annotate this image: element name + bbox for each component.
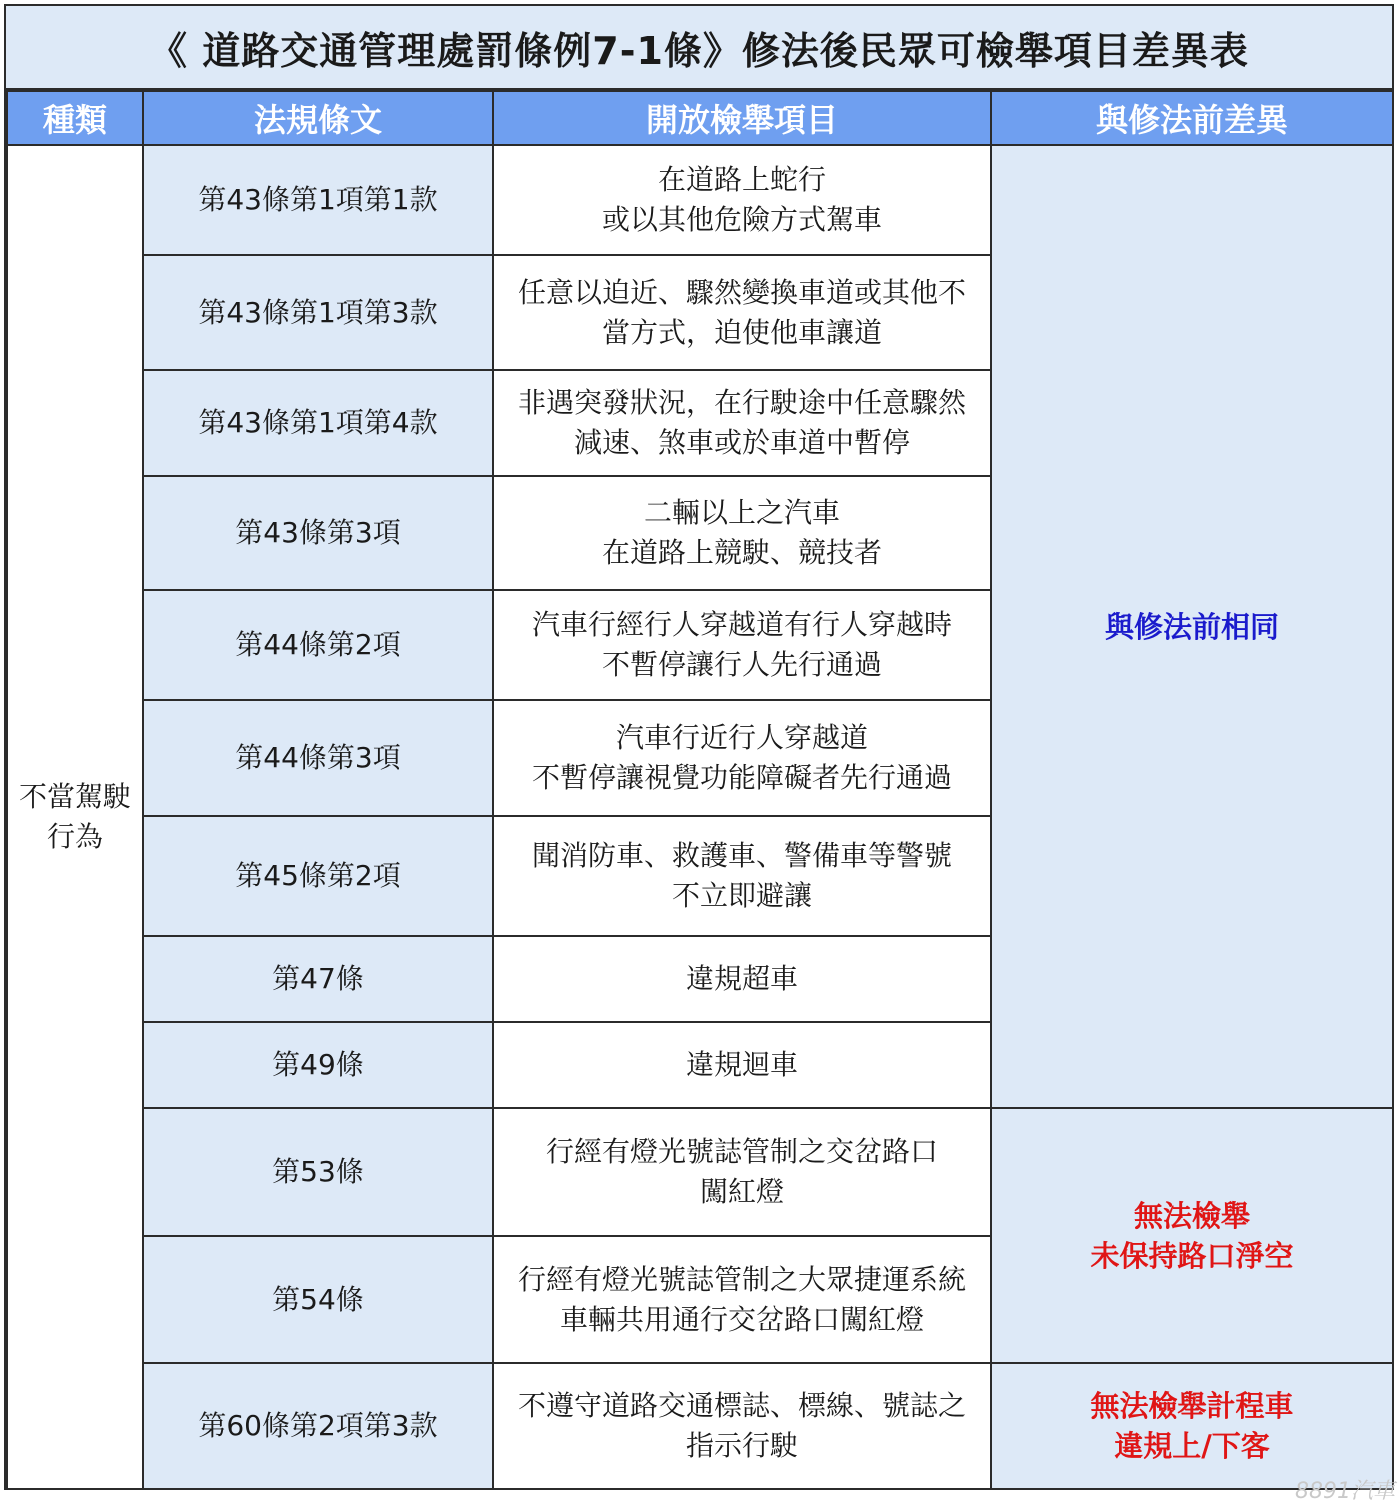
difference-cell-same: 與修法前相同: [991, 145, 1393, 1108]
law-cell: 第44條第3項: [143, 700, 493, 816]
header-row: [7, 91, 1393, 145]
law-cell: 第54條: [143, 1236, 493, 1363]
header-reportable-item: 開放檢舉項目: [493, 91, 991, 145]
table-row: [7, 1363, 1393, 1489]
item-cell: 行經有燈光號誌管制之大眾捷運系統 車輛共用通行交岔路口闖紅燈: [493, 1236, 991, 1363]
item-cell: 二輛以上之汽車 在道路上競駛、競技者: [493, 476, 991, 590]
difference-cell-intersection: 無法檢舉 未保持路口淨空: [991, 1108, 1393, 1363]
law-cell: 第45條第2項: [143, 816, 493, 936]
table-row: [7, 145, 1393, 255]
law-cell: 第44條第2項: [143, 590, 493, 700]
header-difference: 與修法前差異: [991, 91, 1393, 145]
header-category: 種類: [7, 91, 143, 145]
law-cell: 第43條第1項第1款: [143, 145, 493, 255]
item-cell: 任意以迫近、驟然變換車道或其他不 當方式，迫使他車讓道: [493, 255, 991, 370]
law-cell: 第43條第3項: [143, 476, 493, 590]
item-cell: 違規迴車: [493, 1022, 991, 1108]
item-cell: 行經有燈光號誌管制之交岔路口 闖紅燈: [493, 1108, 991, 1236]
item-cell: 汽車行近行人穿越道 不暫停讓視覺功能障礙者先行通過: [493, 700, 991, 816]
item-cell: 非遇突發狀況，在行駛途中任意驟然 減速、煞車或於車道中暫停: [493, 370, 991, 476]
law-cell: 第60條第2項第3款: [143, 1363, 493, 1489]
difference-cell-taxi: 無法檢舉計程車 違規上/下客: [991, 1363, 1393, 1489]
header-law-article: 法規條文: [143, 91, 493, 145]
law-cell: 第43條第1項第3款: [143, 255, 493, 370]
category-cell: 不當駕駛 行為: [7, 145, 143, 1489]
page-title: 《 道路交通管理處罰條例7-1條》修法後民眾可檢舉項目差異表: [6, 6, 1392, 90]
item-cell: 汽車行經行人穿越道有行人穿越時 不暫停讓行人先行通過: [493, 590, 991, 700]
item-cell: 聞消防車、救護車、警備車等警號 不立即避讓: [493, 816, 991, 936]
law-cell: 第43條第1項第4款: [143, 370, 493, 476]
item-cell: 不遵守道路交通標誌、標線、號誌之 指示行駛: [493, 1363, 991, 1489]
law-cell: 第49條: [143, 1022, 493, 1108]
watermark: 8891汽車: [1295, 1479, 1395, 1504]
law-cell: 第47條: [143, 936, 493, 1022]
comparison-table: [6, 90, 1394, 1490]
law-cell: 第53條: [143, 1108, 493, 1236]
item-cell: 在道路上蛇行 或以其他危險方式駕車: [493, 145, 991, 255]
item-cell: 違規超車: [493, 936, 991, 1022]
table-row: [7, 1108, 1393, 1236]
